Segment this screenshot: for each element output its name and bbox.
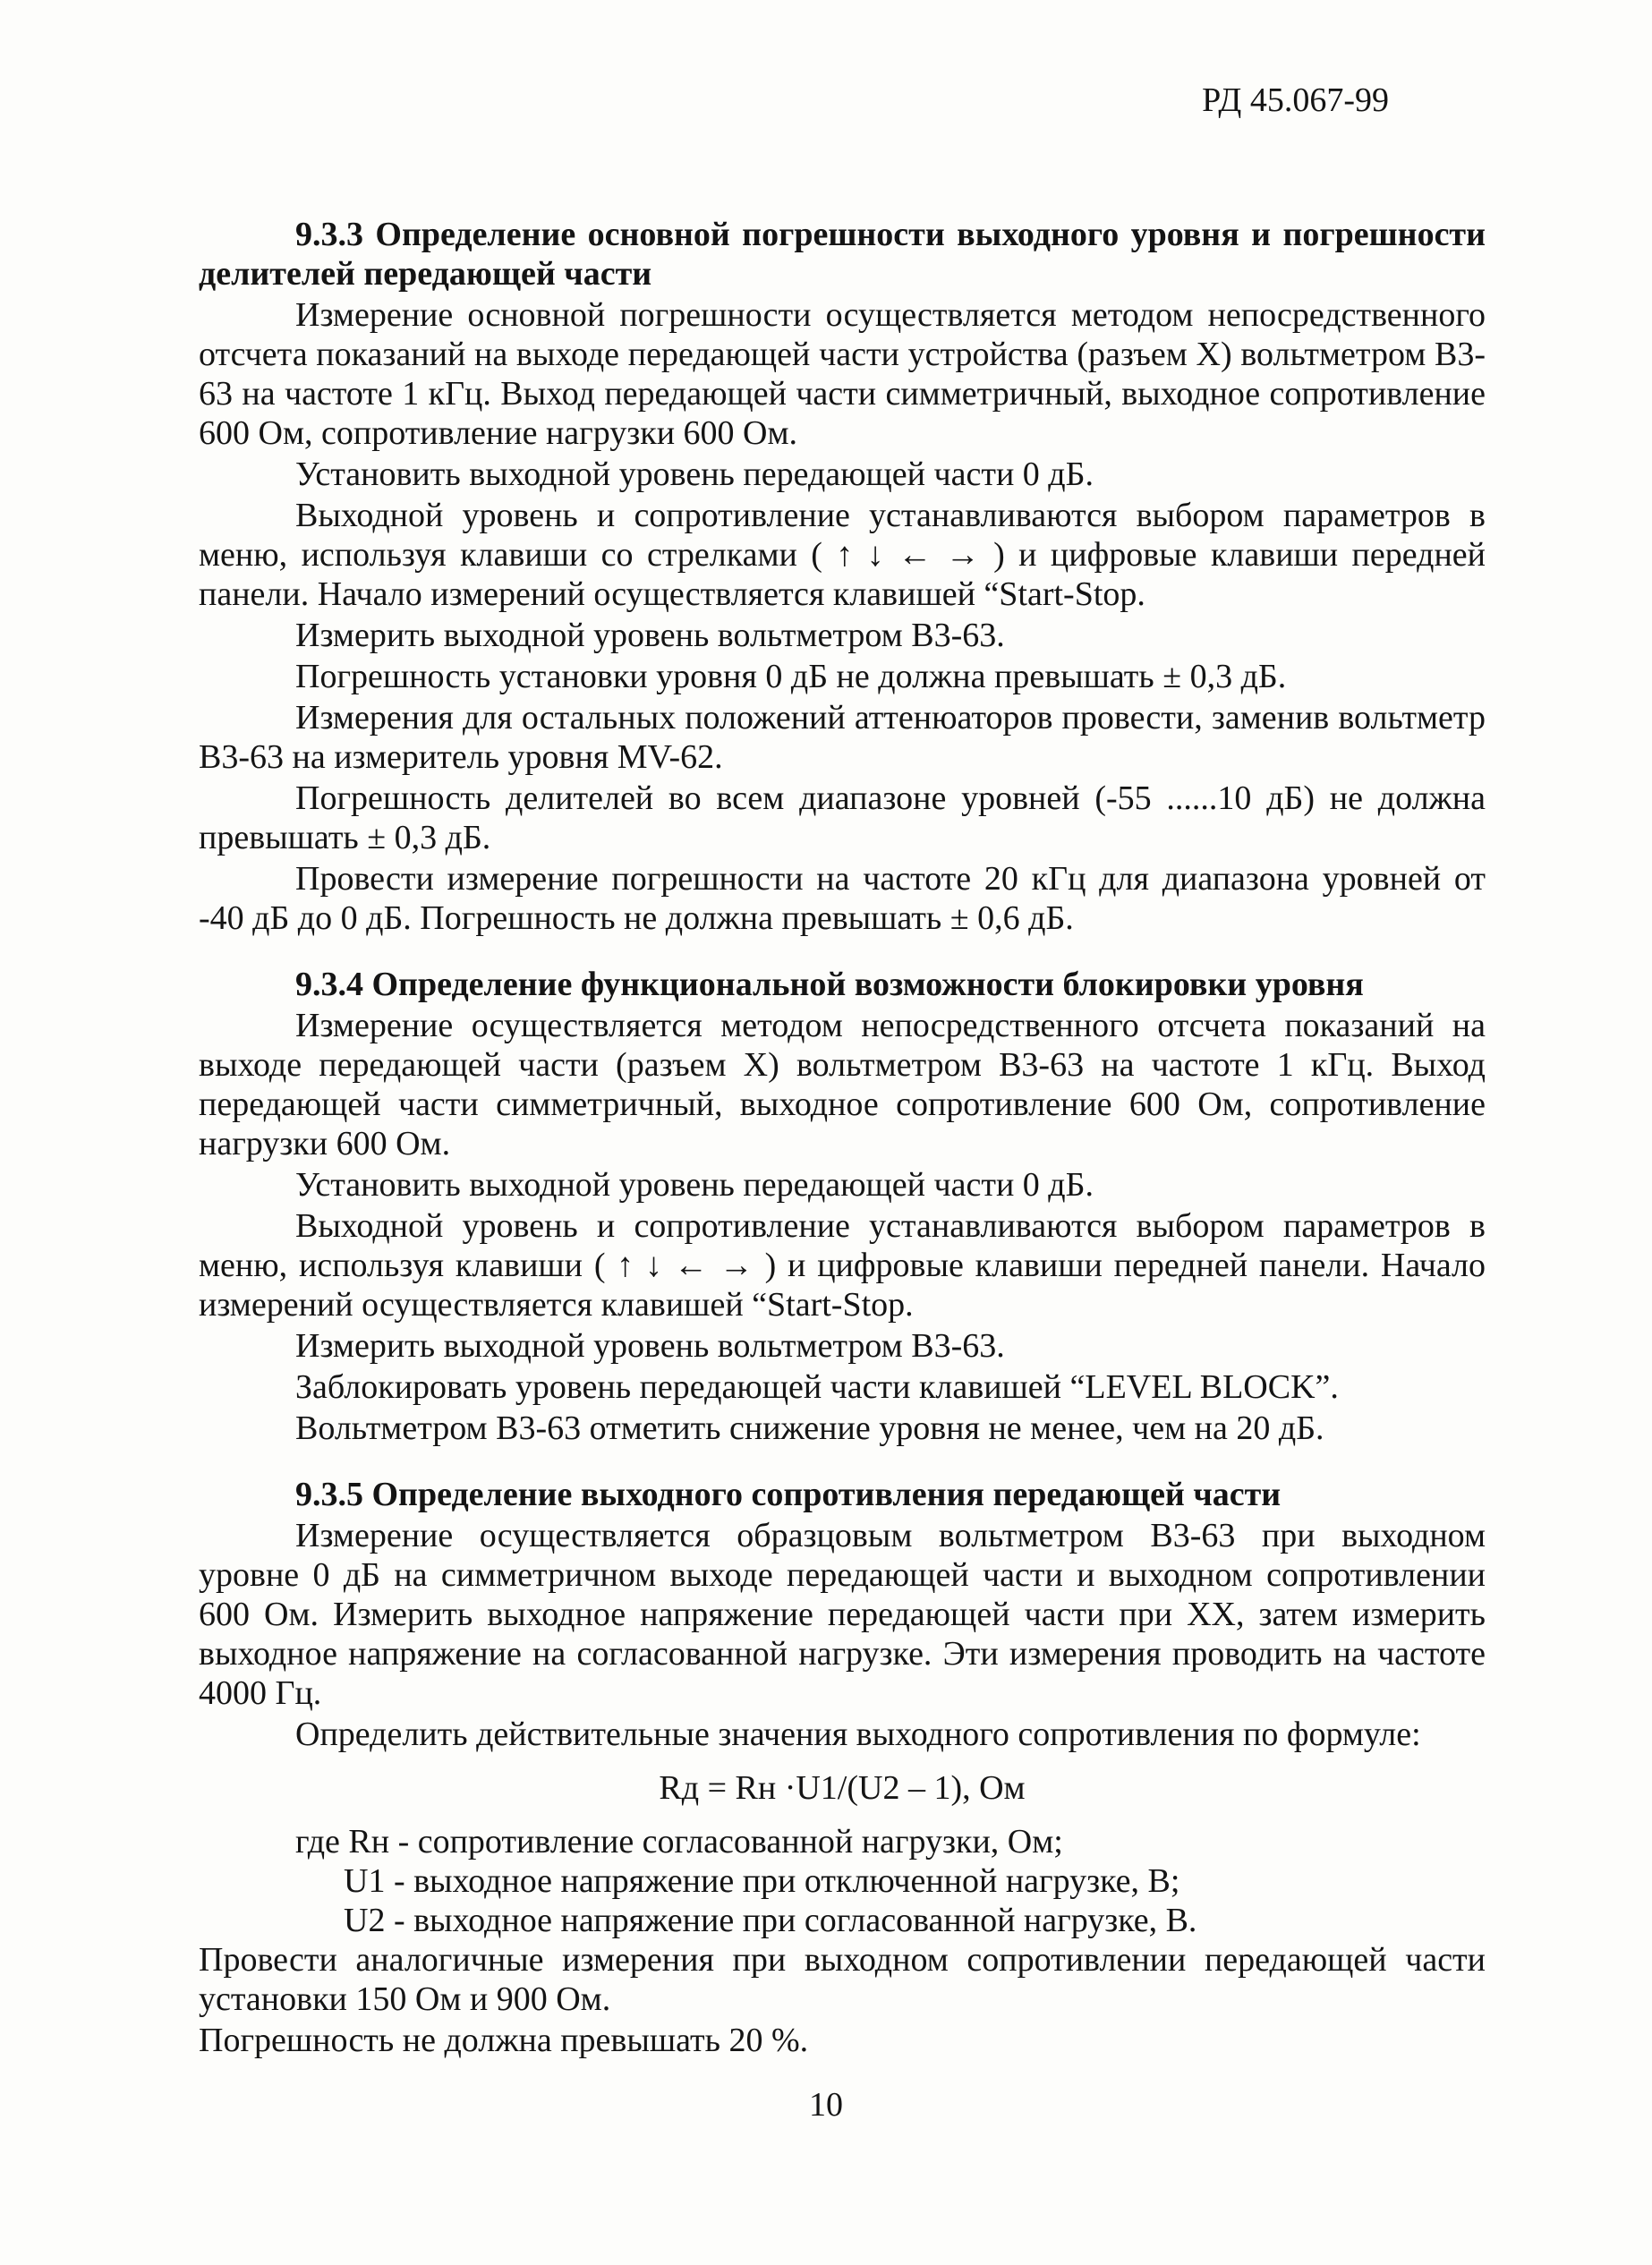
paragraph: Установить выходной уровень передающей части 0 дБ. <box>295 456 1094 493</box>
paragraph: Погрешность установки уровня 0 дБ не должна превышать ± 0,3 дБ. <box>295 658 1287 695</box>
paragraph: Установить выходной уровень передающей части 0 дБ. <box>295 1166 1094 1204</box>
section-heading: 9.3.5 Определение выходного сопротивления передающей части <box>295 1476 1282 1513</box>
section-9-3-3 <box>199 215 1486 938</box>
paragraph: Определить действительные значения выходного сопротивления по формуле: <box>295 1716 1421 1753</box>
paragraph: Выходной уровень и сопротивление устанавливаются выбором параметров в меню, используя клавиши ( ↑ ↓ ← → ) и цифровые клавиши передней панели. Начало измерений осуществляется клавишей “Start-Stop. <box>199 1207 1486 1324</box>
paragraph: Погрешность делителей во всем диапазоне уровней (-55 ......10 дБ) не должна превышать ± 0,3 дБ. <box>199 779 1486 856</box>
paragraph: Измерение основной погрешности осуществляется методом непосредственного отсчета показаний на выходе передающей части устройства (разъем X) вольтметром В3-63 на частоте 1 кГц. Выход передающей части симметричный, выходное сопротивление 600 Ом, сопротивление нагрузки 600 Ом. <box>199 296 1486 452</box>
paragraph: Измерение осуществляется образцовым вольтметром В3-63 при выходном уровне 0 дБ на симметричном выходе передающей части и выходном сопротивлении 600 Ом. Измерить выходное напряжение передающей части при XX, затем измерить выходное напряжение на согласованной нагрузке. Эти измерения проводить на частоте 4000 Гц. <box>199 1517 1486 1712</box>
paragraph: Измерить выходной уровень вольтметром В3-63. <box>295 1327 1005 1365</box>
section-heading: 9.3.3 Определение основной погрешности выходного уровня и погрешности делителей передающей части <box>199 216 1486 293</box>
legend-item: где Rн - сопротивление согласованной нагрузки, Ом; <box>295 1823 1063 1861</box>
paragraph: Вольтметром В3-63 отметить снижение уровня не менее, чем на 20 дБ. <box>295 1409 1324 1447</box>
paragraph: Выходной уровень и сопротивление устанавливаются выбором параметров в меню, используя клавиши со стрелками ( ↑ ↓ ← → ) и цифровые клавиши передней панели. Начало измерений осуществляется клавишей “Start-Stop. <box>199 497 1486 613</box>
document-code: РД 45.067-99 <box>1202 81 1389 119</box>
paragraph: Провести измерение погрешности на частоте 20 кГц для диапазона уровней от -40 дБ до 0 дБ. Погрешность не должна превышать ± 0,6 дБ. <box>199 860 1486 937</box>
paragraph: Заблокировать уровень передающей части клавишей “LEVEL BLOCK”. <box>295 1368 1339 1406</box>
formula-legend <box>199 1822 1486 1940</box>
formula: Rд = Rн ·U1/(U2 – 1), Ом <box>659 1769 1026 1807</box>
legend-item: U2 - выходное напряжение при согласованной нагрузке, В. <box>344 1902 1197 1939</box>
paragraph: Измерения для остальных положений аттенюаторов провести, заменив вольтметр В3-63 на измеритель уровня MV-62. <box>199 699 1486 776</box>
section-9-3-4 <box>199 965 1486 1448</box>
paragraph: Измерение осуществляется методом непосредственного отсчета показаний на выходе передающей части (разъем X) вольтметром В3-63 на частоте 1 кГц. Выход передающей части симметричный, выходное сопротивление 600 Ом, сопротивление нагрузки 600 Ом. <box>199 1007 1486 1162</box>
legend-item: U1 - выходное напряжение при отключенной нагрузке, В; <box>344 1862 1180 1900</box>
paragraph: Провести аналогичные измерения при выходном сопротивлении передающей части установки 150 Ом и 900 Ом. <box>199 1941 1486 2018</box>
section-9-3-5 <box>199 1475 1486 2060</box>
document-body <box>199 215 1486 2062</box>
paragraph: Погрешность не должна превышать 20 %. <box>199 2022 809 2059</box>
page-number: 10 <box>809 2086 843 2124</box>
section-heading: 9.3.4 Определение функциональной возможности блокировки уровня <box>295 966 1364 1003</box>
paragraph: Измерить выходной уровень вольтметром В3-63. <box>295 617 1005 654</box>
